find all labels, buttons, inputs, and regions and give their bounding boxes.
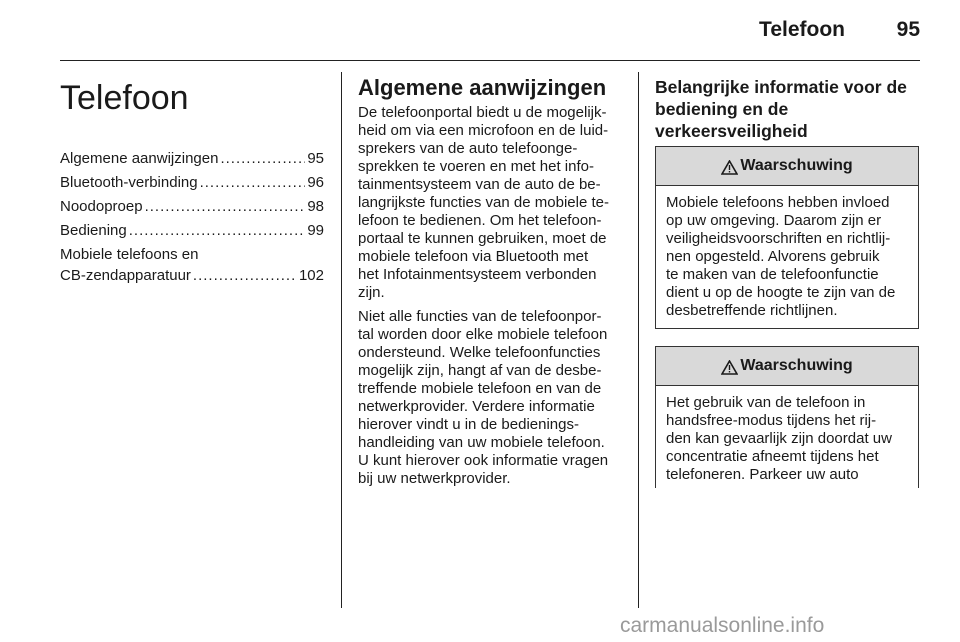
- warning-box: [655, 146, 919, 329]
- warning-triangle-icon: [721, 160, 738, 175]
- toc-entry-page: 95: [307, 150, 324, 167]
- page-number: 95: [896, 18, 920, 41]
- toc-entry-label: Algemene aanwijzingen: [60, 150, 219, 167]
- warning-title: Waarschuwing: [740, 357, 853, 374]
- toc-list: [60, 148, 324, 286]
- general-notes-section: [358, 76, 624, 494]
- chapter-title: Telefoon: [60, 79, 189, 117]
- column-divider-1: [341, 72, 342, 608]
- toc-entry-page: 102: [298, 267, 324, 284]
- toc-entry[interactable]: [60, 172, 324, 193]
- running-header-title: Telefoon: [759, 18, 845, 41]
- toc-entry-label-line1: Mobiele telefoons en: [60, 246, 199, 263]
- toc-entry-page: 98: [307, 198, 324, 215]
- safety-section: [655, 76, 919, 488]
- warning-header: [656, 147, 918, 186]
- header-divider: [60, 60, 920, 61]
- warning-triangle-icon: [721, 360, 738, 375]
- toc-entry[interactable]: [60, 220, 324, 241]
- chapter-toc: [60, 72, 324, 289]
- toc-leader: [143, 196, 306, 217]
- watermark: carmanualsonline.info: [620, 614, 825, 637]
- toc-entry-page: 99: [307, 222, 324, 239]
- toc-entry[interactable]: [60, 196, 324, 217]
- toc-leader: [218, 148, 305, 169]
- toc-leader: [191, 265, 297, 286]
- toc-leader: [127, 220, 306, 241]
- toc-entry-label: Bluetooth-verbinding: [60, 174, 198, 191]
- toc-entry-label-line2: CB-zendapparatuur: [60, 267, 191, 284]
- section-heading: Algemene aanwijzingen: [358, 75, 607, 100]
- toc-leader: [198, 172, 306, 193]
- section-heading: Belangrijke informatie voor de bediening en de verkeersveiligheid: [655, 77, 907, 141]
- warning-text: Het gebruik van de telefoon in handsfree-modus tijdens het rij- den kan gevaarlijk zijn doordat uw concentratie afneemt tijdens het telefoneren. Parkeer uw auto: [666, 394, 892, 483]
- toc-entry-page: 96: [307, 174, 324, 191]
- warning-title: Waarschuwing: [740, 157, 853, 174]
- paragraph: Niet alle functies van de telefoonpor- tal worden door elke mobiele telefoon ondersteund. Welke telefoonfuncties mogelijk zijn, hangt af van de desbe- treffende mobiele telefoon en van de netwerkprovider. Verdere informatie hierover vindt u in de bedienings- handleiding van uw mobiele telefoon. U kunt hierover ook informatie vragen bij uw netwerkprovider.: [358, 308, 609, 487]
- toc-entry-multiline[interactable]: [60, 244, 324, 286]
- paragraph: De telefoonportal biedt u de mogelijk- heid om via een microfoon en de luid- sprekers van de auto telefoonge- sprekken te voeren en met het info- tainmentsysteem van de auto de be- langrijkste functies van de mobiele te- lefoon te bedienen. Om het telefoon- portaal te kunnen gebruiken, moet de mobiele telefoon via Bluetooth met het Infotainmentsysteem verbonden zijn.: [358, 104, 609, 301]
- warning-header: [656, 347, 918, 386]
- toc-entry-label: Bediening: [60, 222, 127, 239]
- warning-box: [655, 346, 919, 488]
- warning-text: Mobiele telefoons hebben invloed op uw omgeving. Daarom zijn er veiligheidsvoorschriften en richtlij- nen opgesteld. Alvorens gebruik te maken van de telefoonfunctie dient u op de hoogte te zijn van de desbetreffende richtlijnen.: [666, 194, 896, 319]
- toc-entry-label: Noodoproep: [60, 198, 143, 215]
- column-divider-2: [638, 72, 639, 608]
- toc-entry[interactable]: [60, 148, 324, 169]
